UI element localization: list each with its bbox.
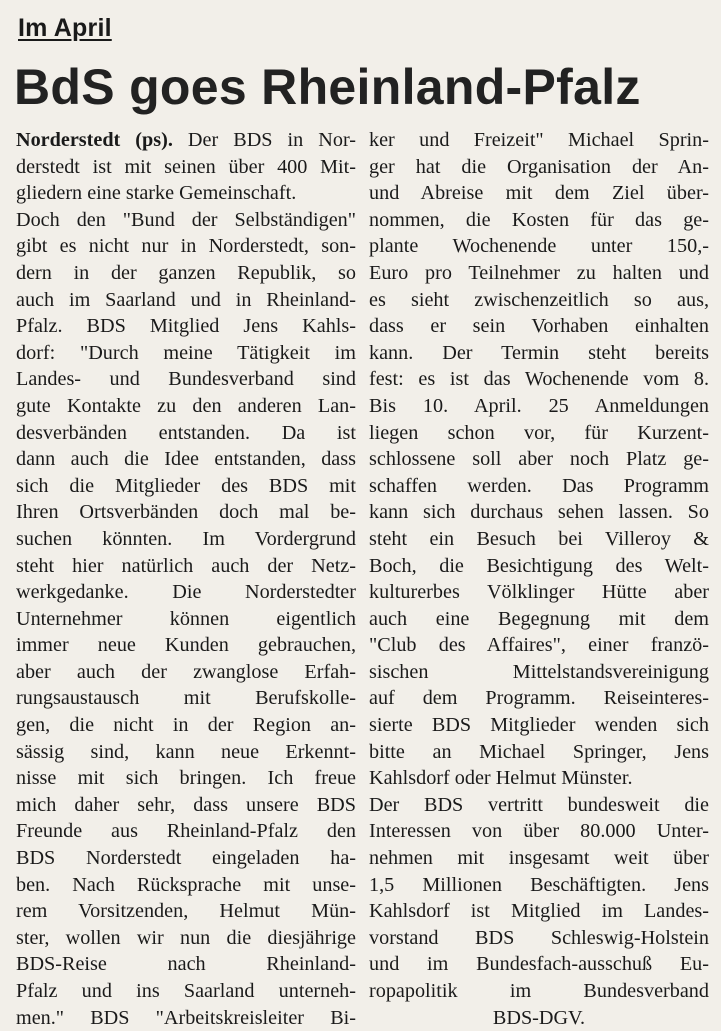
text-line: ben. Nach Rücksprache mit unse- xyxy=(16,873,356,896)
text-line: auch im Saarland und in Rheinland- xyxy=(16,288,356,311)
text-line: nisse mit sich bringen. Ich freue xyxy=(16,767,356,790)
text-line: ster, wollen wir nun die diesjährige xyxy=(16,926,356,949)
text-line: gute Kontakte zu den anderen Lan- xyxy=(16,394,356,417)
text-line: liegen schon vor, für Kurzent- xyxy=(369,421,709,444)
text-line: Ihren Ortsverbänden doch mal be- xyxy=(16,501,356,524)
text-line: kulturerbes Völklinger Hütte aber xyxy=(369,581,709,604)
headline: BdS goes Rheinland-Pfalz xyxy=(14,59,641,115)
text-line: Kahlsdorf oder Helmut Münster. xyxy=(369,767,633,790)
text-line: vorstand BDS Schleswig-Holstein xyxy=(369,926,709,949)
text-line: suchen könnten. Im Vordergrund xyxy=(16,527,356,550)
text-line: rem Vorsitzenden, Helmut Mün- xyxy=(16,900,356,923)
text-line: Bis 10. April. 25 Anmeldungen xyxy=(369,394,709,417)
text-line: gliedern eine starke Gemeinschaft. xyxy=(16,182,297,205)
text-line: gen, die nicht in der Region an- xyxy=(16,714,356,737)
text-line: auf dem Programm. Reiseinteres- xyxy=(369,687,709,710)
text-line: ger hat die Organisation der An- xyxy=(369,155,709,178)
text-line: men." BDS "Arbeitskreisleiter Bi- xyxy=(16,1006,356,1029)
text-line: und im Bundesfach-ausschuß Eu- xyxy=(369,953,709,976)
text-line: plante Wochenende unter 150,- xyxy=(369,235,709,258)
text-line: aber auch der zwanglose Erfah- xyxy=(16,660,356,683)
text-line: sierte BDS Mitglieder wenden sich xyxy=(369,714,709,737)
text-line: es sieht zwischenzeitlich so aus, xyxy=(369,288,709,311)
text-line: Landes- und Bundesverband sind xyxy=(16,368,356,391)
article-column-right xyxy=(369,127,709,1031)
text-line: Boch, die Besichtigung des Welt- xyxy=(369,554,709,577)
text-line: sischen Mittelstandsvereinigung xyxy=(369,660,709,683)
text-line: Unternehmer können eigentlich xyxy=(16,607,356,630)
text-line: Der BDS vertritt bundesweit die xyxy=(369,793,709,816)
text-line: 1,5 Millionen Beschäftigten. Jens xyxy=(369,873,709,896)
text-line: und Abreise mit dem Ziel über- xyxy=(369,182,709,205)
text-line: BDS Norderstedt eingeladen ha- xyxy=(16,847,356,870)
text-line: rungsaustausch mit Berufskolle- xyxy=(16,687,356,710)
kicker: Im April xyxy=(18,14,112,42)
text-line: bitte an Michael Springer, Jens xyxy=(369,740,709,763)
text-line: Euro pro Teilnehmer zu halten und xyxy=(369,261,709,284)
text-line: derstedt ist mit seinen über 400 Mit- xyxy=(16,155,356,178)
text-line: steht ein Besuch bei Villeroy & xyxy=(369,527,709,550)
dateline: Norderstedt (ps). xyxy=(16,129,173,151)
text-line: auch eine Begegnung mit dem xyxy=(369,607,709,630)
text-line: nommen, die Kosten für das ge- xyxy=(369,208,709,231)
text-line: schaffen werden. Das Programm xyxy=(369,474,709,497)
text-line: Kahlsdorf ist Mitglied im Landes- xyxy=(369,900,709,923)
text-line: "Club des Affaires", einer franzö- xyxy=(369,634,709,657)
text-line: Norderstedt (ps). Der BDS in Nor- xyxy=(16,129,356,151)
text-line: nehmen mit insgesamt weit über xyxy=(369,847,709,870)
text-line: sich die Mitglieder des BDS mit xyxy=(16,474,356,497)
text-line: Doch den "Bund der Selbständigen" xyxy=(16,208,356,231)
text-line: Interessen von über 80.000 Unter- xyxy=(369,820,709,843)
text-line: fest: es ist das Wochenende vom 8. xyxy=(369,368,709,391)
text-line: sässig sind, kann neue Erkennt- xyxy=(16,740,356,763)
text-line: gibt es nicht nur in Norderstedt, son- xyxy=(16,235,356,258)
article-column-left xyxy=(16,127,356,1031)
text-line: immer neue Kunden gebrauchen, xyxy=(16,634,356,657)
text-line: kann sich durchaus sehen lassen. So xyxy=(369,501,709,524)
text-line: Freunde aus Rheinland-Pfalz den xyxy=(16,820,356,843)
text-line: ker und Freizeit" Michael Sprin- xyxy=(369,129,709,151)
text-line: kann. Der Termin steht bereits xyxy=(369,341,709,364)
text-line: dann auch die Idee entstanden, dass xyxy=(16,448,356,471)
text-line: mich daher sehr, dass unsere BDS xyxy=(16,793,356,816)
text-line: dass er sein Vorhaben einhalten xyxy=(369,315,709,338)
text-line: Pfalz. BDS Mitglied Jens Kahls- xyxy=(16,315,356,338)
text-line: Pfalz und ins Saarland unterneh- xyxy=(16,980,356,1002)
text-line: BDS-DGV. xyxy=(492,1006,586,1029)
text-line: ropapolitik im Bundesverband xyxy=(369,980,709,1002)
text-line: dorf: "Durch meine Tätigkeit im xyxy=(16,341,356,364)
text-line: dern in der ganzen Republik, so xyxy=(16,261,356,284)
text-line: BDS-Reise nach Rheinland- xyxy=(16,953,356,976)
text-line: desverbänden entstanden. Da ist xyxy=(16,421,356,444)
text-line: schlossene soll aber noch Platz ge- xyxy=(369,448,709,471)
text-line: steht hier natürlich auch der Netz- xyxy=(16,554,356,577)
text-line: werkgedanke. Die Norderstedter xyxy=(16,581,356,604)
